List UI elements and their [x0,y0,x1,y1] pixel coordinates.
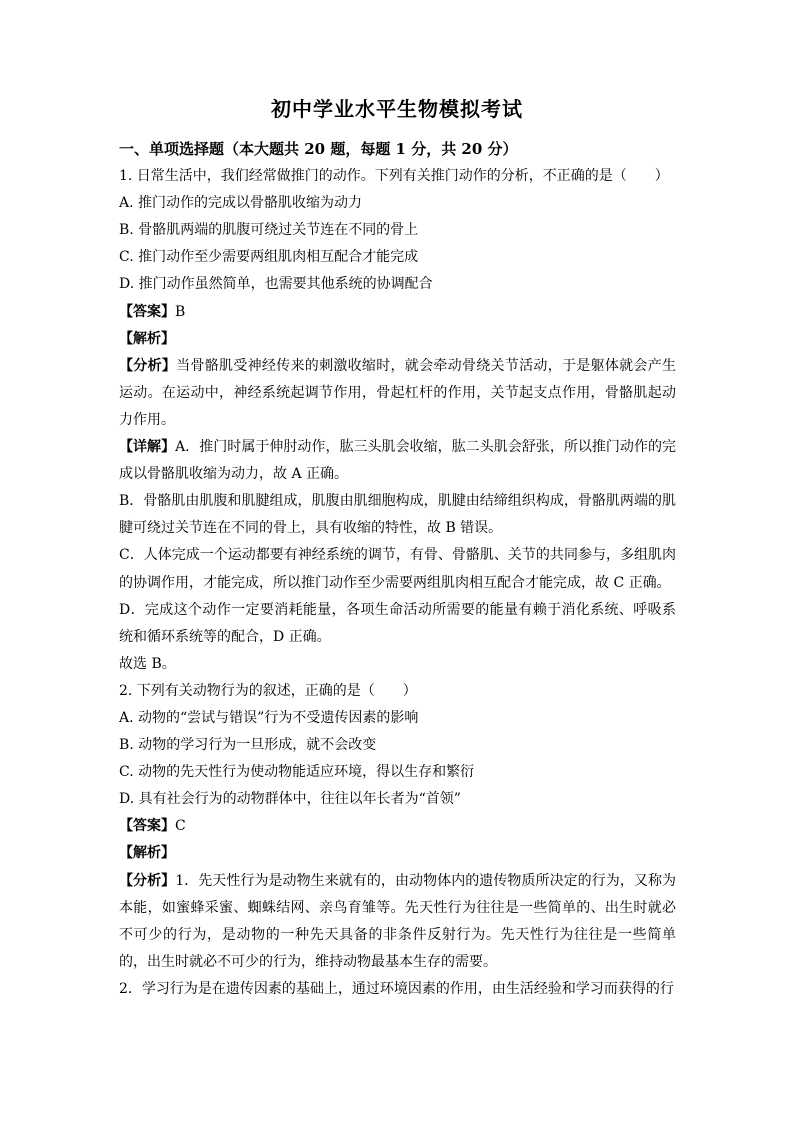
fenxi-tag: 【分析】 [119,357,177,374]
question-1-xiangjie-d: D．完成这个动作一定要消耗能量，各项生命活动所需要的能量有赖于消化系统、呼吸系统和循环系统等的配合，D 正确。 [119,601,676,645]
question-1-xiangjie-a [119,434,676,488]
question-1-xiangjie-b: B．骨骼肌由肌腹和肌腱组成，肌腹由肌细胞构成，肌腱由结缔组织构成，骨骼肌两端的肌腱可绕过关节连在不同的骨上，具有收缩的特性，故 B 错误。 [119,493,676,537]
fenxi-text: 1．先天性行为是动物生来就有的，由动物体内的遗传物质所决定的行为，又称为本能，如蜜蜂采蜜、蜘蛛结网、亲鸟育雏等。先天性行为往往是一些简单的、出生时就必不可少的行为，是动物的一种先天具备的非条件反射行为。先天性行为往往是一些简单的，出生时就必不可少的行为，维持动物最基本生存的需要。 [119,872,676,970]
xiangjie-tag: 【详解】 [119,439,176,456]
answer-value: C [175,818,186,835]
question-2-analysis-heading [119,840,676,867]
question-1-option-b: B. 骨骼肌两端的肌腹可绕过关节连在不同的骨上 [119,222,419,239]
question-2-option-d: D. 具有社会行为的动物群体中，往往以年长者为“首领” [119,791,461,808]
exam-content [119,136,676,1003]
page-title: 初中学业水平生物模拟考试 [271,97,523,121]
question-1-option-d: D. 推门动作虽然简单，也需要其他系统的协调配合 [119,276,433,293]
fenxi-text: 当骨骼肌受神经传来的刺激收缩时，就会牵动骨绕关节活动，于是躯体就会产生运动。在运动中，神经系统起调节作用，骨起杠杆的作用，关节起支点作用，骨骼肌起动力作用。 [119,357,676,428]
xiangjie-a-text: A．推门时属于伸肘动作，肱三头肌会收缩，肱二头肌会舒张，所以推门动作的完成以骨骼肌收缩为动力，故 A 正确。 [119,439,676,483]
question-2-option-c: C. 动物的先天性行为使动物能适应环境，得以生存和繁衍 [119,764,475,781]
question-2-point-2: 2．学习行为是在遗传因素的基础上，通过环境因素的作用，由生活经验和学习而获得的行 [119,980,674,997]
analysis-tag: 【解析】 [119,330,175,347]
section-heading: 一、单项选择题（本大题共 20 题，每题 1 分，共 20 分） [119,140,518,158]
question-2-answer [119,813,676,840]
question-2-fenxi [119,868,676,976]
fenxi-tag: 【分析】 [119,872,176,889]
question-1-answer [119,299,676,326]
question-2-option-a: A. 动物的“尝试与错误”行为不受遗传因素的影响 [119,709,419,726]
question-1-stem: 1. 日常生活中，我们经常做推门的动作。下列有关推门动作的分析，不正确的是（ ） [119,168,669,185]
question-1-option-a: A. 推门动作的完成以骨骼肌收缩为动力 [119,195,363,212]
question-2-stem: 2. 下列有关动物行为的叙述，正确的是（ ） [119,682,417,699]
question-2-option-b: B. 动物的学习行为一旦形成，就不会改变 [119,737,377,754]
question-1-fenxi [119,353,676,434]
question-1-conclusion: 故选 B。 [119,655,176,672]
analysis-tag: 【解析】 [119,845,175,862]
answer-tag: 【答案】 [119,303,175,320]
question-1-xiangjie-c: C．人体完成一个运动都要有神经系统的调节，有骨、骨骼肌、关节的共同参与，多组肌肉的协调作用，才能完成，所以推门动作至少需要两组肌肉相互配合才能完成，故 C 正确。 [119,547,676,591]
answer-value: B [175,303,186,320]
answer-tag: 【答案】 [119,818,175,835]
question-1-option-c: C. 推门动作至少需要两组肌肉相互配合才能完成 [119,249,419,266]
question-1-analysis-heading [119,326,676,353]
